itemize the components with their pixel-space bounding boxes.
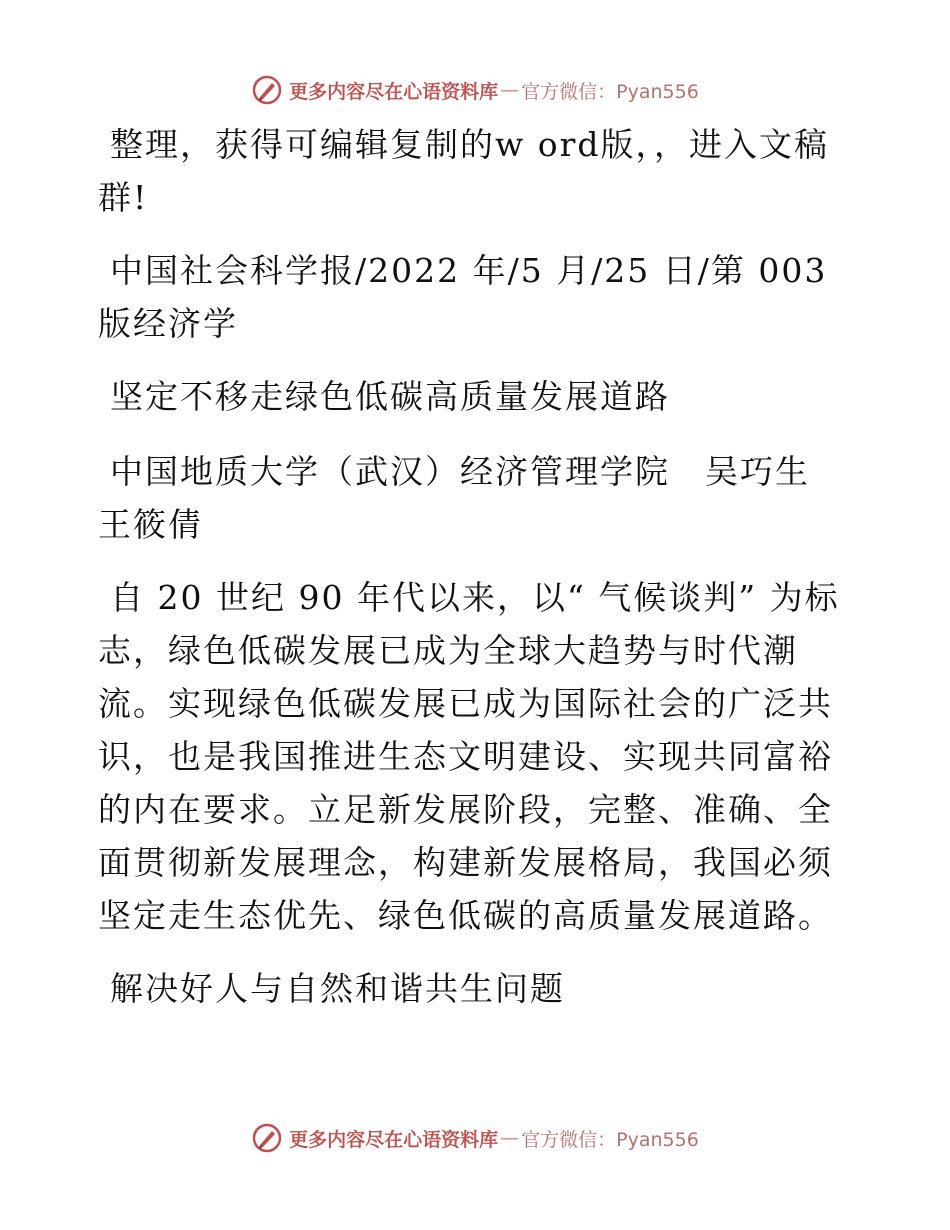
footer-banner bbox=[0, 1118, 950, 1158]
banner-brand-text: 更多内容尽在心语资料库 bbox=[289, 1128, 499, 1151]
banner-wechat-text: 官方微信：Pyan556 bbox=[521, 1128, 699, 1151]
author-line: 中国地质大学（武汉）经济管理学院 吴巧生 王筱倩 bbox=[98, 452, 845, 544]
pen-logo-icon bbox=[251, 74, 283, 106]
banner-separator: — bbox=[500, 1127, 520, 1149]
header-banner bbox=[0, 70, 950, 110]
document-body bbox=[98, 118, 858, 1035]
banner-wechat-text: 官方微信：Pyan556 bbox=[521, 80, 699, 103]
pen-logo-icon bbox=[251, 1122, 283, 1154]
article-title: 坚定不移走绿色低碳高质量发展道路 bbox=[110, 377, 670, 416]
section-heading: 解决好人与自然和谐共生问题 bbox=[110, 969, 565, 1008]
banner-brand-text: 更多内容尽在心语资料库 bbox=[289, 80, 499, 103]
body-paragraph: 自 20 世纪 90 年代以来，以“ 气候谈判” 为标志，绿色低碳发展已成为全球大趋势与时代潮流。实现绿色低碳发展已成为国际社会的广泛共识，也是我国推进生态文明建设、实现共同富裕的内在要求。立足新发展阶段，完整、准确、全面贯彻新发展理念，构建新发展格局，我国必须坚定走生态优先、绿色低碳的高质量发展道路。 bbox=[98, 578, 840, 935]
banner-separator: — bbox=[500, 79, 520, 101]
source-line: 中国社会科学报/2022 年/5 月/25 日/第 003 版经济学 bbox=[98, 251, 828, 343]
intro-note: 整理，获得可编辑复制的w ord版，，进入文稿群! bbox=[98, 125, 830, 217]
